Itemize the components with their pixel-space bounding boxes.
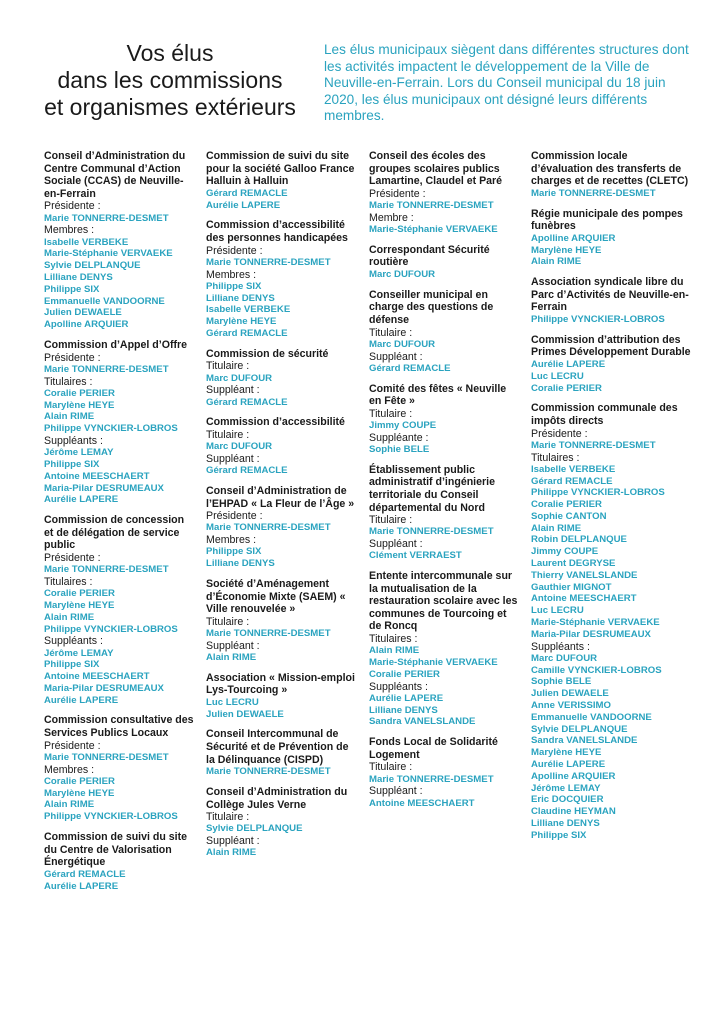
column-4 [531,150,691,850]
member-name: Antoine MEESCHAERT [369,797,475,809]
member-name: Marie TONNERRE-DESMET [44,564,169,576]
commission-title: Comité des fêtes « Neuville en Fête » [369,382,507,408]
member-name: Jérôme LEMAY [44,447,114,459]
member-name: Alain RIME [531,256,582,268]
role-label: Présidente : [44,200,101,213]
member-name: Apolline ARQUIER [531,232,616,244]
commission-section [206,348,358,409]
commission-section [206,578,358,664]
commission-section [531,402,691,841]
member-name: Philippe SIX [206,546,262,558]
member-name: Gérard REMACLE [206,396,288,408]
member-name: Maria-Pilar DESRUMEAUX [531,628,651,640]
member-name: Marie-Stéphanie VERVAEKE [44,248,173,260]
member-name: Lilliane DENYS [369,704,438,716]
member-name: Eric DOCQUIER [531,794,604,806]
role-label: Titulaire : [206,428,250,441]
member-name: Marie TONNERRE-DESMET [44,751,169,763]
member-name: Camille VYNCKIER-LOBROS [531,664,662,676]
role-label: Présidente : [44,551,101,564]
commission-section [44,831,196,892]
member-name: Julien DEWAELE [531,688,609,700]
member-name: Marie TONNERRE-DESMET [206,627,331,639]
role-label: Présidente : [44,351,101,364]
member-name: Maria-Pilar DESRUMEAUX [44,482,164,494]
commission-title: Commission de concession et de délégation de service public [44,514,185,552]
member-name: Lilliane DENYS [206,292,275,304]
member-name: Marie TONNERRE-DESMET [369,526,494,538]
member-name: Marie TONNERRE-DESMET [369,199,494,211]
commission-section [44,714,196,823]
role-label: Titulaire : [369,514,413,527]
role-label: Présidente : [44,739,101,752]
member-name: Isabelle VERBEKE [44,236,129,248]
commission-title: Commission d’Appel d’Offre [44,338,188,351]
role-label: Suppléants : [44,434,103,447]
member-name: Philippe SIX [206,280,262,292]
commission-section [531,276,691,326]
member-name: Sophie BELE [531,676,592,688]
role-label: Membres : [44,224,95,237]
role-label: Présidente : [369,187,426,200]
member-name: Aurélie LAPERE [531,759,606,771]
member-name: Alain RIME [206,847,257,859]
member-name: Gérard REMACLE [206,187,288,199]
commission-section [369,150,521,236]
member-name: Aurélie LAPERE [44,494,119,506]
role-label: Suppléant : [206,835,260,848]
member-name: Marie TONNERRE-DESMET [44,363,169,375]
member-name: Sylvie DELPLANQUE [44,260,141,272]
member-name: Coralie PERIER [44,588,115,600]
member-name: Philippe SIX [44,659,100,671]
member-name: Claudine HEYMAN [531,806,616,818]
role-label: Suppléant : [206,384,260,397]
member-name: Laurent DEGRYSE [531,558,616,570]
commission-title: Entente intercommunale sur la mutualisation de la restauration scolaire avec les communes de Tourcoing et de Roncq [369,570,518,633]
role-label: Titulaires : [369,633,418,646]
title-line: et organismes extérieurs [44,94,296,120]
role-label: Suppléant : [369,538,423,551]
commission-title: Conseil d’Administration du Centre Communal d’Action Sociale (CCAS) de Neuville-en-Ferrain [44,150,186,200]
member-name: Alain RIME [369,645,420,657]
member-name: Emmanuelle VANDOORNE [531,711,652,723]
member-name: Philippe VYNCKIER-LOBROS [44,623,178,635]
member-name: Marylène HEYE [44,599,115,611]
member-name: Alain RIME [531,522,582,534]
role-label: Titulaire : [369,326,413,339]
commission-title: Association syndicale libre du Parc d’Activités de Neuville-en-Ferrain [531,276,689,314]
commission-title: Commission locale d’évaluation des transferts de charges et de recettes (CLETC) [531,150,689,188]
member-name: Coralie PERIER [531,499,602,511]
role-label: Membres : [44,763,95,776]
commission-title: Conseiller municipal en charge des questions de défense [369,288,494,326]
member-name: Robin DELPLANQUE [531,534,627,546]
commission-title: Correspondant Sécurité routière [369,243,490,269]
commission-title: Établissement public administratif d’ingénierie territoriale du Conseil départemental du Nord [369,463,495,514]
member-name: Clément VERRAEST [369,550,462,562]
member-name: Thierry VANELSLANDE [531,569,638,581]
role-label: Suppléants : [369,680,428,693]
role-label: Suppléant : [206,639,260,652]
commission-section [206,672,358,721]
member-name: Coralie PERIER [44,387,115,399]
member-name: Apolline ARQUIER [44,319,129,331]
role-label: Titulaires : [44,575,93,588]
commission-title: Conseil des écoles des groupes scolaires publics Lamartine, Claudel et Paré [369,150,503,188]
member-name: Maria-Pilar DESRUMEAUX [44,682,164,694]
member-name: Marc DUFOUR [206,372,273,384]
role-label: Suppléants : [44,635,103,648]
member-name: Gérard REMACLE [206,465,288,477]
commission-section [44,514,196,706]
member-name: Antoine MEESCHAERT [44,470,150,482]
commission-section [44,150,196,331]
member-name: Philippe VYNCKIER-LOBROS [531,313,665,325]
member-name: Marie TONNERRE-DESMET [369,773,494,785]
intro-text: Les élus municipaux siègent dans différentes structures dont les activités impactent le développement de la Ville de Neuville-en-Ferrain. Lors du Conseil municipal du 18 juin 2020, les élus municipaux ont désigné leurs différents membres. [324,42,689,124]
member-name: Philippe SIX [44,283,100,295]
member-name: Marie-Stéphanie VERVAEKE [369,657,498,669]
commission-section [206,786,358,859]
member-name: Alain RIME [44,799,95,811]
page-title [40,40,300,121]
role-label: Présidente : [206,244,263,257]
role-label: Titulaire : [206,615,250,628]
member-name: Marylène HEYE [206,316,277,328]
member-name: Apolline ARQUIER [531,770,616,782]
commission-title: Société d’Aménagement d’Économie Mixte (SAEM) « Ville renouvelée » [206,577,346,616]
role-label: Suppléant : [369,785,423,798]
member-name: Gérard REMACLE [206,327,288,339]
commission-title: Commission d’attribution des Primes Développement Durable [531,333,691,359]
role-label: Titulaires : [531,451,580,464]
commission-section [369,383,521,456]
commission-section [369,736,521,809]
role-label: Titulaire : [369,761,413,774]
member-name: Jimmy COUPE [531,546,599,558]
commission-section [369,464,521,562]
member-name: Philippe VYNCKIER-LOBROS [44,423,178,435]
member-name: Aurélie LAPERE [369,692,444,704]
member-name: Marie-Stéphanie VERVAEKE [531,617,660,629]
member-name: Marc DUFOUR [369,268,436,280]
title-line: Vos élus [126,40,214,66]
commission-section [44,339,196,506]
member-name: Marylène HEYE [531,244,602,256]
role-label: Titulaire : [206,811,250,824]
role-label: Suppléante : [369,431,429,444]
member-name: Marie TONNERRE-DESMET [44,212,169,224]
member-name: Coralie PERIER [531,382,602,394]
commission-section [206,485,358,570]
member-name: Isabelle VERBEKE [531,463,616,475]
member-name: Sophie BELE [369,443,430,455]
member-name: Aurélie LAPERE [44,694,119,706]
member-name: Jérôme LEMAY [531,782,601,794]
column-2 [206,150,358,867]
member-name: Antoine MEESCHAERT [44,671,150,683]
commission-section [369,570,521,728]
member-name: Jimmy COUPE [369,419,437,431]
member-name: Antoine MEESCHAERT [531,593,637,605]
member-name: Aurélie LAPERE [44,880,119,892]
role-label: Suppléants : [531,640,590,653]
member-name: Marylène HEYE [44,787,115,799]
member-name: Philippe VYNCKIER-LOBROS [44,811,178,823]
title-line: dans les commissions [57,67,283,93]
commission-section [206,728,358,778]
member-name: Marie TONNERRE-DESMET [206,522,331,534]
role-label: Suppléant : [206,452,260,465]
member-name: Marc DUFOUR [531,652,598,664]
commission-title: Commission de sécurité [206,347,329,360]
commission-section [531,334,691,395]
role-label: Présidente : [531,427,588,440]
member-name: Coralie PERIER [369,668,440,680]
role-label: Présidente : [206,510,263,523]
commission-title: Régie municipale des pompes funèbres [531,207,683,233]
commission-title: Commission d’accessibilité [206,416,345,429]
commission-section [206,416,358,477]
member-name: Alain RIME [206,651,257,663]
member-name: Philippe SIX [531,829,587,841]
commission-title: Commission consultative des Services Publics Locaux [44,714,194,740]
member-name: Sylvie DELPLANQUE [206,823,303,835]
commission-title: Commission d’accessibilité des personnes handicapées [206,219,348,244]
member-name: Sylvie DELPLANQUE [531,723,628,735]
commission-title: Conseil d’Administration du Collège Jules Verne [206,786,348,811]
member-name: Jérôme LEMAY [44,647,114,659]
member-name: Alain RIME [44,411,95,423]
member-name: Marie TONNERRE-DESMET [206,766,331,778]
role-label: Suppléant : [369,350,423,363]
member-name: Emmanuelle VANDOORNE [44,295,165,307]
column-1 [44,150,196,900]
member-name: Gérard REMACLE [44,868,126,880]
member-name: Lilliane DENYS [531,818,600,830]
commission-title: Association « Mission-emploi Lys-Tourcoing » [206,671,355,697]
member-name: Julien DEWAELE [206,708,284,720]
member-name: Philippe SIX [44,458,100,470]
member-name: Alain RIME [44,611,95,623]
member-name: Anne VERISSIMO [531,700,611,712]
commission-title: Fonds Local de Solidarité Logement [369,736,498,761]
commission-section [206,219,358,339]
member-name: Julien DEWAELE [44,307,122,319]
column-3 [369,150,521,817]
commission-title: Conseil d’Administration de l’EHPAD « La Fleur de l’Âge » [206,484,355,510]
member-name: Aurélie LAPERE [206,199,281,211]
member-name: Marylène HEYE [531,747,602,759]
member-name: Gérard REMACLE [531,475,613,487]
member-name: Marc DUFOUR [206,441,273,453]
member-name: Gérard REMACLE [369,362,451,374]
role-label: Membres : [206,268,257,281]
member-name: Aurélie LAPERE [531,358,606,370]
member-name: Lilliane DENYS [206,558,275,570]
member-name: Luc LECRU [531,370,584,382]
commission-title: Commission communale des impôts directs [531,402,678,427]
role-label: Titulaires : [44,375,93,388]
commission-title: Conseil Intercommunal de Sécurité et de Prévention de la Délinquance (CISPD) [206,728,349,766]
member-name: Lilliane DENYS [44,271,113,283]
role-label: Titulaire : [369,407,413,420]
member-name: Marie-Stéphanie VERVAEKE [369,223,498,235]
member-name: Gauthier MIGNOT [531,581,612,593]
member-name: Sandra VANELSLANDE [531,735,638,747]
commission-section [531,150,691,200]
commission-section [369,289,521,375]
member-name: Isabelle VERBEKE [206,304,291,316]
member-name: Sophie CANTON [531,510,607,522]
member-name: Marie TONNERRE-DESMET [206,256,331,268]
role-label: Membre : [369,211,414,224]
role-label: Membres : [206,534,257,547]
member-name: Marc DUFOUR [369,338,436,350]
member-name: Philippe VYNCKIER-LOBROS [531,487,665,499]
member-name: Luc LECRU [206,696,259,708]
commission-section [369,244,521,281]
commission-title: Commission de suivi du site du Centre de Valorisation Énergétique [44,831,188,869]
member-name: Coralie PERIER [44,775,115,787]
commission-title: Commission de suivi du site pour la société Galloo France Halluin à Halluin [206,150,355,188]
member-name: Marie TONNERRE-DESMET [531,439,656,451]
member-name: Luc LECRU [531,605,584,617]
commission-section [206,150,358,211]
commission-section [531,208,691,269]
member-name: Marie TONNERRE-DESMET [531,187,656,199]
role-label: Titulaire : [206,360,250,373]
member-name: Sandra VANELSLANDE [369,716,476,728]
member-name: Marylène HEYE [44,399,115,411]
